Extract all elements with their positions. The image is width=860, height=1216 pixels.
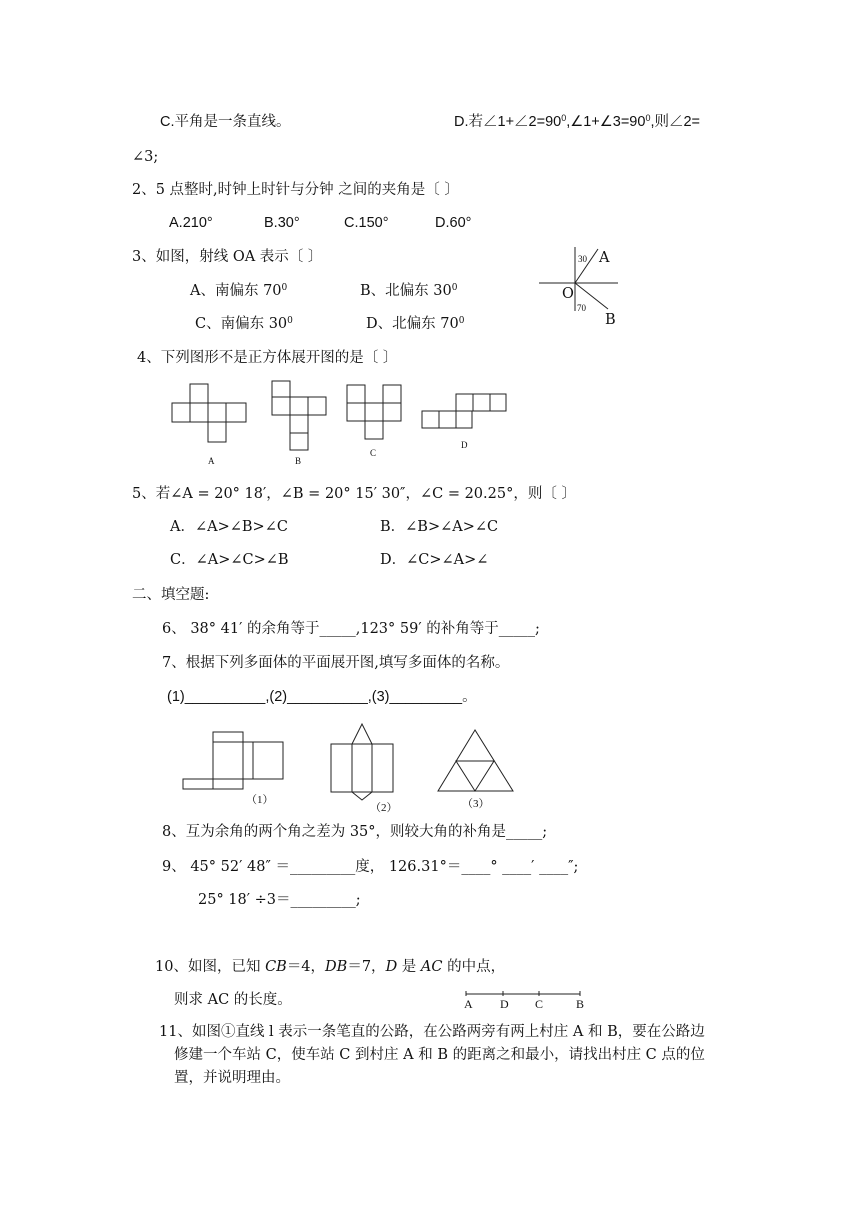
degree-sup: 0 [458,316,465,326]
cube-net-b [270,380,330,452]
q10-text-2: ＝4， [286,959,326,975]
q3-option-c-text: C、南偏东 30 [195,316,288,332]
q5-option-c: C．∠A>∠C>∠B [170,552,289,568]
q2-option-c: C.150° [344,215,389,231]
q5-option-d: D．∠C>∠A>∠ [380,552,489,568]
q3-option-b-text: B、北偏东 30 [360,283,452,299]
net-d-label: D [461,440,468,450]
cube-net-a [170,383,250,445]
q2-option-d: D.60° [435,215,472,231]
polyhedron-net-2 [328,722,398,802]
option-c-text: C.平角是一条直线。 [160,114,291,130]
point-b-label: B [605,312,616,328]
question-10 [155,958,505,976]
question-9-line1: 9、 45° 52′ 48″ ＝_________度， 126.31°＝____° ____′ ____″; [162,859,579,875]
q3-option-c [195,315,293,333]
angle-30-label: 30 [578,254,587,264]
degree-sup: 0 [451,283,458,293]
degree-sup: 0 [287,316,293,326]
seg-point-c: C [535,997,544,1011]
cube-net-d [420,393,510,431]
degree-sup: 0 [645,113,651,123]
q7-blanks: (1)__________,(2)__________,(3)_________。 [167,689,477,705]
q5-option-a: A．∠A>∠B>∠C [170,519,288,535]
option-d-part2: ,∠1+∠3=90 [566,114,646,130]
option-d-part3: ,则∠2= [650,114,701,130]
q10-ac: AC [420,959,443,975]
question-2: 2、5 点整时,时钟上时针与分钟 之间的夹角是〔 〕 [132,182,459,198]
section-2-heading: 二、填空题: [132,587,210,603]
q3-option-a-text: A、南偏东 70 [190,283,282,299]
net-c-label: C [370,448,377,458]
option-d-text [454,113,700,131]
q10-cb: CB [265,959,287,975]
question-6: 6、 38° 41′ 的余角等于_____,123° 59′ 的补角等于_____; [162,621,540,637]
net-b-label: B [295,456,302,466]
question-11-line3: 置，并说明理由。 [174,1070,290,1086]
question-11-line2: 修建一个车站 C，使车站 C 到村庄 A 和 B 的距离之和最小，请找出村庄 C 点的位 [174,1047,705,1063]
q10-text-5: 的中点， [442,959,506,975]
q10-text-3: ＝7， [347,959,386,975]
q3-option-d-text: D、北偏东 70 [366,316,459,332]
cube-net-c [345,384,403,442]
polyhedron-net-1 [180,730,290,792]
seg-point-a: A [464,997,473,1011]
q2-option-b: B.30° [264,215,300,231]
degree-sup: 0 [281,283,288,293]
question-9-line2: 25° 18′ ÷3＝_________; [198,892,361,908]
q10-text-1: 10、如图，已知 [155,959,266,975]
question-10-line2: 则求 AC 的长度。 [174,992,292,1008]
q5-option-b: B．∠B>∠A>∠C [380,519,499,535]
option-d-continued: ∠3; [132,149,159,165]
degree-sup: 0 [561,113,567,123]
poly-3-label: （3） [462,798,490,810]
q10-db: DB [325,959,348,975]
poly-2-label: （2） [370,802,398,814]
question-4: 4、下列图形不是正方体展开图的是〔 〕 [137,350,398,366]
point-a-label: A [599,250,610,266]
angle-70-label: 70 [577,303,586,313]
q10-d: D [385,959,398,975]
question-5: 5、若∠A = 20° 18′，∠B = 20° 15′ 30″，∠C = 20.25°，则〔 〕 [132,486,576,502]
q10-text-4: 是 [397,959,421,975]
q3-option-b [360,282,457,300]
polyhedron-net-3 [436,728,516,794]
seg-point-b: B [576,997,585,1011]
q3-option-a [190,282,287,300]
question-7: 7、根据下列多面体的平面展开图,填写多面体的名称。 [162,655,510,671]
q3-option-d [366,315,464,333]
option-d-part1: D.若∠1+∠2=90 [454,114,562,130]
question-11-line1: 11、如图①直线 l 表示一条笔直的公路，在公路两旁有两上村庄 A 和 B，要在公路边 [159,1024,705,1040]
q2-option-a: A.210° [169,215,213,231]
net-a-label: A [208,456,215,466]
point-o-label: O [562,286,574,302]
question-3: 3、如图，射线 OA 表示〔 〕 [132,249,323,265]
poly-1-label: （1） [246,794,274,806]
segment-diagram [462,990,587,1000]
question-8: 8、互为余角的两个角之差为 35°，则较大角的补角是_____; [162,824,548,840]
seg-point-d: D [500,997,509,1011]
